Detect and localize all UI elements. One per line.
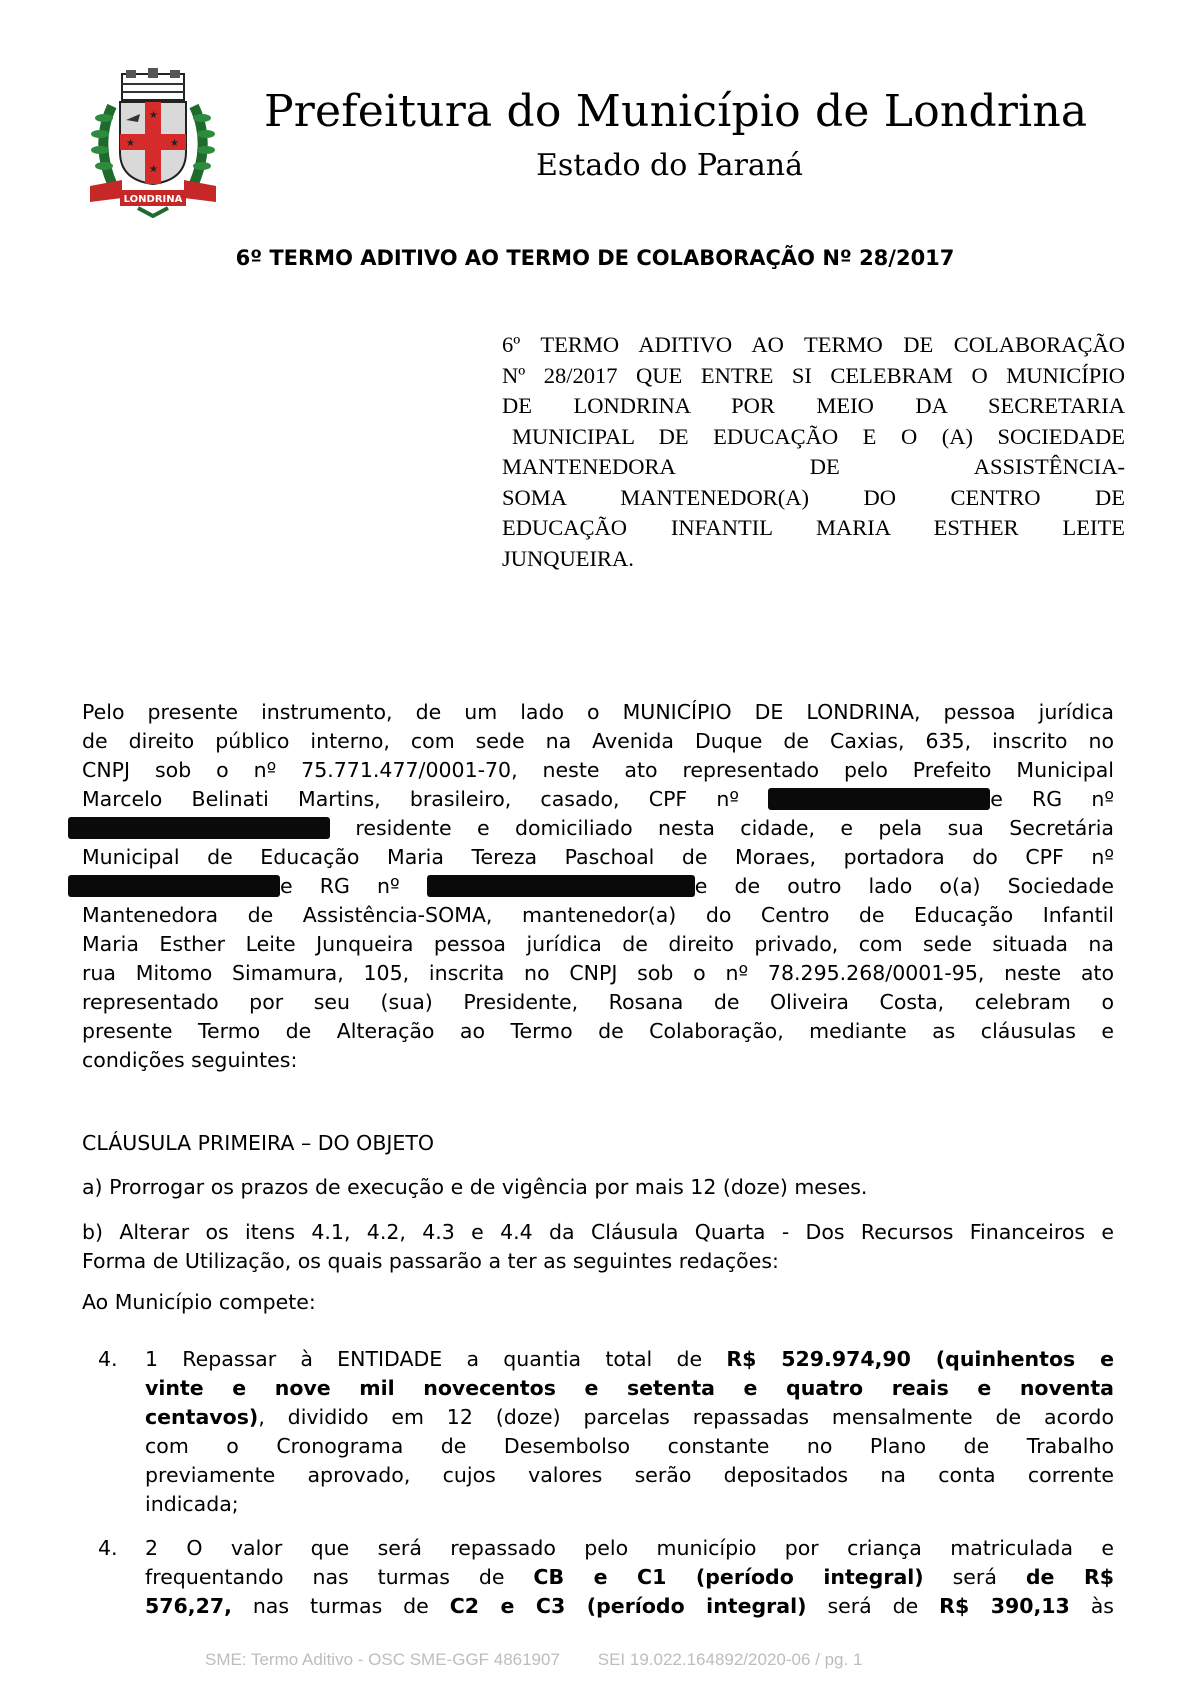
item-text: , dividido em 12 (doze) parcelas repassadas mensalmente de acordo [258,1405,1114,1429]
ementa-summary [502,330,1125,574]
compete-label: Ao Município compete: [82,1290,316,1314]
preamble-line: presente Termo de Alteração ao Termo de Colaboração, mediante as cláusulas e [82,1019,1114,1043]
item-text: será de [827,1594,919,1618]
redaction-block [68,817,330,839]
numbered-item-4-1 [82,1345,1114,1519]
footer-left: SME: Termo Aditivo - OSC SME-GGF 4861907 [205,1650,560,1669]
letterhead-subtitle: Estado do Paraná [536,148,803,183]
item-text: frequentando nas turmas de [145,1565,505,1589]
item-line: 2 O valor que será repassado pelo município por criança matriculada e [145,1536,1114,1560]
item-number: 4. [98,1536,118,1560]
preamble-line [82,814,1114,843]
clause-title: CLÁUSULA PRIMEIRA – DO OBJETO [82,1131,435,1155]
ementa-line: MANTENEDORA DE ASSISTÊNCIA- [502,454,1125,479]
item-text: 1 Repassar à ENTIDADE a quantia total de [145,1347,727,1371]
preamble-line [82,872,1114,901]
preamble-line: Municipal de Educação Maria Tereza Paschoal de Moraes, portadora do CPF nº [82,845,1114,869]
clause-item-b-line: Forma de Utilização, os quais passarão a ter as seguintes redações: [82,1249,779,1273]
item-line [145,1592,1114,1621]
preamble-line: Mantenedora de Assistência-SOMA, mantenedor(a) do Centro de Educação Infantil [82,903,1114,927]
item-amount-words: vinte e nove mil novecentos e setenta e quatro reais e noventa [145,1376,1114,1400]
document-heading: 6º TERMO ADITIVO AO TERMO DE COLABORAÇÃO Nº 28/2017 [235,246,955,270]
preamble-text: residente e domiciliado nesta cidade, e pela sua Secretária [355,816,1114,840]
redaction-block [768,788,990,810]
item-line [145,1374,1114,1403]
preamble-text: e RG nº [990,787,1114,811]
svg-text:★: ★ [126,138,135,149]
item-amount: de R$ [1025,1565,1114,1589]
preamble-line: CNPJ sob o nº 75.771.477/0001-70, neste ato representado pelo Prefeito Municipal [82,758,1114,782]
item-line: com o Cronograma de Desembolso constante no Plano de Trabalho [145,1434,1114,1458]
clause-item-b [82,1218,1114,1276]
item-text: nas turmas de [252,1594,429,1618]
clause-item-b-line: b) Alterar os itens 4.1, 4.2, 4.3 e 4.4 da Cláusula Quarta - Dos Recursos Financeiros e [82,1220,1114,1244]
svg-text:LONDRINA: LONDRINA [123,194,183,205]
ementa-line: EDUCAÇÃO INFANTIL MARIA ESTHER LEITE [502,515,1125,540]
item-amount: R$ 390,13 [939,1594,1070,1618]
svg-text:★: ★ [149,164,158,175]
preamble-line: Maria Esther Leite Junqueira pessoa jurídica de direito privado, com sede situada na [82,932,1114,956]
item-text: será [952,1565,997,1589]
coat-of-arms-icon [82,68,224,218]
ementa-line: JUNQUEIRA. [502,545,634,571]
letterhead-title: Prefeitura do Município de Londrina [264,86,1088,137]
preamble-line: rua Mitomo Simamura, 105, inscrita no CNPJ sob o nº 78.295.268/0001-95, neste ato [82,961,1114,985]
item-line [145,1345,1114,1374]
preamble-line: condições seguintes: [82,1048,298,1072]
item-text: às [1090,1594,1114,1618]
preamble-line: Pelo presente instrumento, de um lado o MUNICÍPIO DE LONDRINA, pessoa jurídica [82,700,1114,724]
preamble-line [82,785,1114,814]
item-line [145,1563,1114,1592]
item-line [145,1403,1114,1432]
item-line: previamente aprovado, cujos valores serão depositados na conta corrente [145,1463,1114,1487]
ementa-line: DE LONDRINA POR MEIO DA SECRETARIA [502,393,1125,418]
item-amount-words: centavos) [145,1405,259,1429]
page-footer [205,1650,862,1670]
svg-text:★: ★ [170,138,179,149]
redaction-block [68,875,280,897]
preamble-line: de direito público interno, com sede na Avenida Duque de Caxias, 635, inscrito no [82,729,1114,753]
preamble-text: e RG nº [280,874,400,898]
footer-right: SEI 19.022.164892/2020-06 / pg. 1 [597,1650,863,1669]
preamble-text: Marcelo Belinati Martins, brasileiro, casado, CPF nº [82,787,740,811]
item-number: 4. [98,1347,118,1371]
item-class-group: CB e C1 (período integral) [533,1565,924,1589]
redaction-block [427,875,695,897]
item-line: indicada; [145,1492,239,1516]
ementa-line: MUNICIPAL DE EDUCAÇÃO E O (A) SOCIEDADE [512,423,1125,449]
ementa-line: SOMA MANTENEDOR(A) DO CENTRO DE [502,484,1125,510]
item-amount: R$ 529.974,90 (quinhentos e [726,1347,1114,1371]
preamble-line: representado por seu (sua) Presidente, Rosana de Oliveira Costa, celebram o [82,990,1114,1014]
item-amount: 576,27, [145,1594,232,1618]
preamble-paragraph [82,698,1114,1075]
item-class-group: C2 e C3 (período integral) [449,1594,807,1618]
svg-text:★: ★ [149,110,158,121]
ementa-line: 6º TERMO ADITIVO AO TERMO DE COLABORAÇÃO [502,332,1125,357]
ementa-line: Nº 28/2017 QUE ENTRE SI CELEBRAM O MUNICÍPIO [502,362,1125,388]
municipal-crest-logo [82,68,224,218]
preamble-text: e de outro lado o(a) Sociedade [694,874,1114,898]
clause-item-a: a) Prorrogar os prazos de execução e de vigência por mais 12 (doze) meses. [82,1175,868,1199]
numbered-item-4-2 [82,1534,1114,1621]
